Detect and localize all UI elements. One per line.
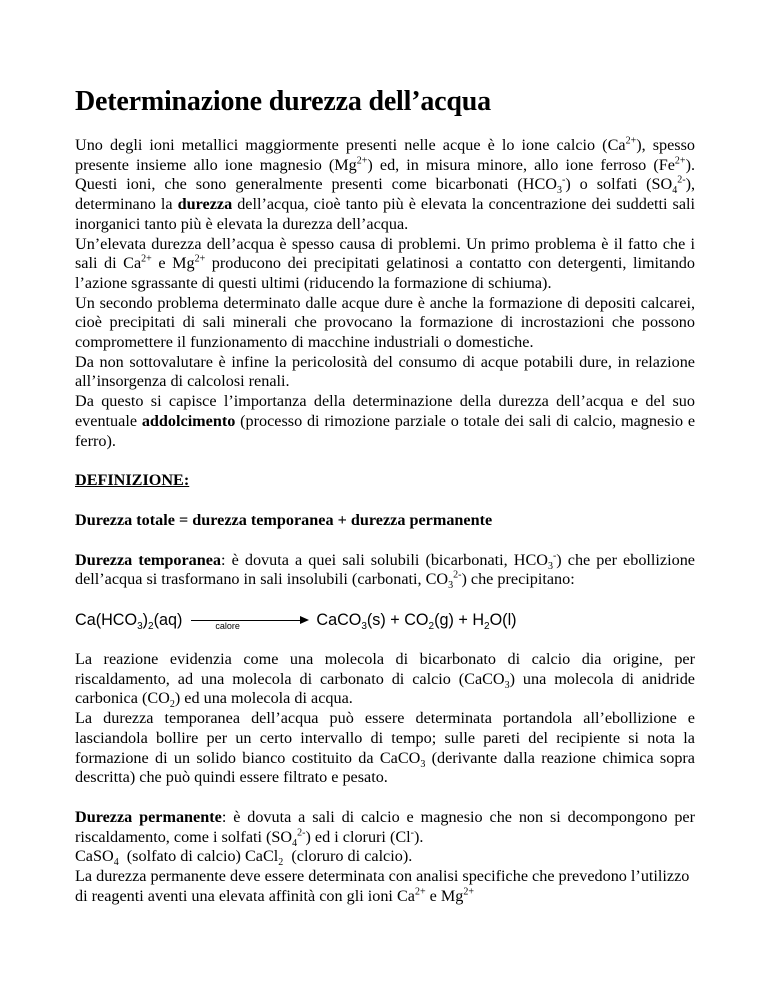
document-page	[75, 86, 695, 907]
temporary-hardness-paragraph: Durezza temporanea: è dovuta a quei sali solubili (bicarbonati, $HCO_3^-$) che per ebollizione dell’acqua si trasformano in sali insolubili (carbonati, $CO_3^{2-}$) che precipitano:	[75, 550, 695, 592]
permanent-hardness-paragraph: Durezza permanente: è dovuta a sali di calcio e magnesio che non si decompongono per riscaldamento, come i solfati $(SO_4^{2-})$ ed i cloruri (Cl-).	[75, 807, 695, 849]
intro-paragraph-ions: Uno degli ioni metallici maggiormente presenti nelle acque è lo ione calcio $(Ca^{2+})$, spesso presente insieme allo ione magnesio $(Mg^{2+})$ ed, in misura minore, allo ione ferroso $(Fe^{2+})$. Questi ioni, che sono generalmente presenti come bicarbonati $(HCO_3^-)$ o solfati $(SO_4^{2-})$, determinano la durezza dell’acqua, cioè tanto più è elevata la concentrazione dei suddetti sali inorganici tanto più è elevata la durezza dell’acqua.	[75, 135, 696, 233]
intro-paragraph-problems: Un’elevata durezza dell’acqua è spesso causa di problemi. Un primo problema è il fatto che i sali di $Ca^{2+}$ e $Mg^{2+}$ producono dei precipitati gelatinosi a contatto con detergenti, limitando l’azione sgrassante di questi ultimi (riducendo la formazione di schiuma).	[75, 234, 695, 292]
chemical-reaction	[75, 610, 695, 633]
reaction-products: CaCO$_3$(s) + $CO_2(g) + H_2O(l)$	[316, 611, 517, 633]
durezza-term: durezza	[177, 195, 233, 214]
page-title: Determinazione durezza dell’acqua	[75, 86, 491, 117]
definition-heading: DEFINIZIONE:	[75, 471, 190, 490]
permanent-hardness-label: Durezza permanente	[75, 807, 222, 826]
reaction-condition: calore	[215, 621, 240, 632]
temporary-hardness-label: Durezza temporanea	[75, 550, 222, 569]
intro-paragraph-deposits: Un secondo problema determinato dalle acque dure è anche la formazione di depositi calcarei, cioè precipitati di sali minerali che provocano la formazione di incrostazioni che possono compromettere il funzionamento di macchine industriali o domestiche.	[75, 293, 695, 352]
intro-paragraph-importance: Da questo si capisce l’importanza della determinazione della durezza dell’acqua e del suo eventuale addolcimento (processo di rimozione parziale o totale dei sali di calcio, magnesio e ferro).	[75, 392, 696, 450]
reaction-arrow-icon	[191, 610, 309, 630]
reaction-reactant: $Ca(HCO_3)_2(aq)$	[75, 611, 183, 633]
addolcimento-term: addolcimento	[141, 411, 236, 430]
permanent-hardness-salts: CaSO$_4$ (solfato di calcio) CaCl$_2$ (cloruro di calcio).	[75, 847, 413, 869]
temporary-hardness-method: La durezza temporanea dell’acqua può essere determinata portandola all’ebollizione e lasciandola bollire per un certo intervallo di tempo; sulle pareti del recipiente si nota la formazione di un solido bianco costituito da CaCO$_3$ (derivante dalla reazione chimica sopra descritta) che può quindi essere filtrato e pesato.	[75, 709, 695, 787]
permanent-hardness-method: La durezza permanente deve essere determinata con analisi specifiche che prevedono l’utilizzo di reagenti aventi una elevata affinità con gli ioni $Ca^{2+}$ e $Mg^{2+}$	[75, 867, 690, 905]
total-hardness-formula: Durezza totale = durezza temporanea + durezza permanente	[75, 510, 493, 529]
intro-paragraph-health: Da non sottovalutare è infine la pericolosità del consumo di acque potabili dure, in relazione all’insorgenza di calcolosi renali.	[75, 352, 695, 391]
reaction-explanation: La reazione evidenzia come una molecola di bicarbonato di calcio dia origine, per riscaldamento, ad una molecola di carbonato di calcio (CaCO$_3$) una molecola di anidride carbonica $(CO_2)$ ed una molecola di acqua.	[75, 650, 695, 711]
